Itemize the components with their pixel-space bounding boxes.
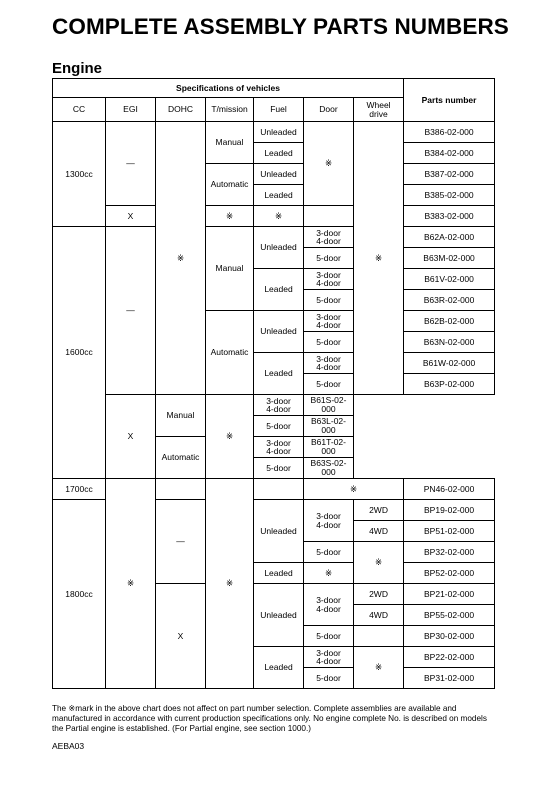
parts-table [52, 78, 495, 689]
table-cell: X [106, 395, 156, 479]
table-cell: 3-door 4-door [304, 647, 354, 668]
table-cell: Unleaded [254, 122, 304, 143]
asterisk-mark: ※ [354, 122, 404, 395]
column-header: Door [304, 98, 354, 122]
table-header [53, 79, 495, 122]
parts-number-cell: B63R-02-000 [404, 290, 495, 311]
displacement-cell: 1700cc [53, 479, 106, 500]
column-header: CC [53, 98, 106, 122]
parts-header: Parts number [404, 79, 495, 122]
table-cell: 5-door [304, 290, 354, 311]
table-cell: 3-door 4-door [304, 227, 354, 248]
table-cell: X [156, 584, 206, 689]
asterisk-mark: ※ [206, 206, 254, 227]
table-cell: Leaded [254, 143, 304, 164]
parts-number-cell: BP51-02-000 [404, 521, 495, 542]
parts-number-cell: B61W-02-000 [404, 353, 495, 374]
table-cell: Leaded [254, 185, 304, 206]
asterisk-mark: ※ [206, 395, 254, 479]
asterisk-mark: ※ [206, 479, 254, 689]
displacement-cell: 1300cc [53, 122, 106, 227]
parts-number-cell: B63S-02-000 [304, 458, 354, 479]
asterisk-mark: ※ [304, 479, 404, 500]
parts-number-cell: B63M-02-000 [404, 248, 495, 269]
column-header: EGI [106, 98, 156, 122]
table-cell: — [156, 500, 206, 584]
parts-number-cell: BP31-02-000 [404, 668, 495, 689]
parts-number-cell: B63L-02-000 [304, 416, 354, 437]
column-header: Fuel [254, 98, 304, 122]
asterisk-mark: ※ [254, 206, 304, 227]
table-cell: Leaded [254, 353, 304, 395]
table-cell: Unleaded [254, 500, 304, 563]
table-cell [304, 206, 354, 227]
table-cell: 5-door [304, 626, 354, 647]
parts-number-cell: B384-02-000 [404, 143, 495, 164]
table-cell: 2WD [354, 500, 404, 521]
asterisk-mark: ※ [156, 122, 206, 395]
parts-number-cell: B385-02-000 [404, 185, 495, 206]
table-cell: 4WD [354, 521, 404, 542]
table-cell: Unleaded [254, 311, 304, 353]
table-cell: 3-door 4-door [254, 437, 304, 458]
asterisk-mark: ※ [304, 563, 354, 584]
table-row [53, 227, 495, 248]
displacement-cell: 1600cc [53, 227, 106, 479]
parts-number-cell: BP55-02-000 [404, 605, 495, 626]
table-cell: Automatic [206, 311, 254, 395]
table-cell: 3-door 4-door [304, 500, 354, 542]
table-cell: Leaded [254, 269, 304, 311]
table-cell: 3-door 4-door [304, 311, 354, 332]
parts-number-cell: BP52-02-000 [404, 563, 495, 584]
column-header: T/mission [206, 98, 254, 122]
table-cell: 2WD [354, 584, 404, 605]
table-cell: Manual [206, 227, 254, 311]
table-cell [354, 626, 404, 647]
table-cell: 3-door 4-door [304, 584, 354, 626]
table-cell: Unleaded [254, 584, 304, 647]
table-cell: Unleaded [254, 227, 304, 269]
parts-number-cell: B63P-02-000 [404, 374, 495, 395]
table-cell: Manual [206, 122, 254, 164]
table-cell: 5-door [304, 542, 354, 563]
spec-header: Specifications of vehicles [53, 79, 404, 98]
table-cell: 3-door 4-door [304, 269, 354, 290]
footnote: The ※mark in the above chart does not affect on part number selection. Complete assemblies are available and manufactured in accordance with current production specifications only. No engine complete No. is described on models the Partial engine is established. (For Partial engine, see section 1000.) [52, 704, 487, 733]
parts-number-cell: BP32-02-000 [404, 542, 495, 563]
parts-number-cell: B383-02-000 [404, 206, 495, 227]
table-cell: Leaded [254, 563, 304, 584]
table-cell: 5-door [254, 416, 304, 437]
section-heading: Engine [52, 60, 103, 77]
table-row [53, 479, 495, 500]
asterisk-mark: ※ [106, 479, 156, 689]
table-cell: 5-door [304, 332, 354, 353]
table-cell: 5-door [254, 458, 304, 479]
table-cell: Automatic [206, 164, 254, 206]
parts-number-cell: BP30-02-000 [404, 626, 495, 647]
asterisk-mark: ※ [354, 647, 404, 689]
parts-number-cell: B61S-02-000 [304, 395, 354, 416]
table-cell: 5-door [304, 374, 354, 395]
table-row [53, 206, 495, 227]
table-cell: 3-door 4-door [304, 353, 354, 374]
table-cell: Leaded [254, 647, 304, 689]
parts-number-cell: B62B-02-000 [404, 311, 495, 332]
asterisk-mark: ※ [354, 542, 404, 584]
column-header: DOHC [156, 98, 206, 122]
table-row [53, 122, 495, 143]
parts-number-cell: B61V-02-000 [404, 269, 495, 290]
table-cell: Manual [156, 395, 206, 437]
parts-number-cell: PN46-02-000 [404, 479, 495, 500]
parts-number-cell: B63N-02-000 [404, 332, 495, 353]
parts-number-cell: BP22-02-000 [404, 647, 495, 668]
parts-number-cell: B387-02-000 [404, 164, 495, 185]
page-title: COMPLETE ASSEMBLY PARTS NUMBERS [52, 14, 509, 39]
asterisk-mark: ※ [304, 122, 354, 206]
parts-number-cell: B61T-02-000 [304, 437, 354, 458]
table-cell [156, 479, 206, 500]
table-cell: Unleaded [254, 164, 304, 185]
table-cell: 5-door [304, 248, 354, 269]
table-cell: 3-door 4-door [254, 395, 304, 416]
parts-number-cell: BP19-02-000 [404, 500, 495, 521]
table-cell [254, 479, 304, 500]
parts-number-cell: BP21-02-000 [404, 584, 495, 605]
table-cell: X [106, 206, 156, 227]
table-cell: 5-door [304, 668, 354, 689]
table-cell: 4WD [354, 605, 404, 626]
table-row [53, 395, 495, 416]
column-header: Wheel drive [354, 98, 404, 122]
table-body [53, 122, 495, 689]
table-cell: — [106, 122, 156, 206]
table-cell: Automatic [156, 437, 206, 479]
parts-number-cell: B386-02-000 [404, 122, 495, 143]
displacement-cell: 1800cc [53, 500, 106, 689]
document-code: AEBA03 [52, 741, 85, 751]
table-cell: — [106, 227, 156, 395]
parts-number-cell: B62A-02-000 [404, 227, 495, 248]
